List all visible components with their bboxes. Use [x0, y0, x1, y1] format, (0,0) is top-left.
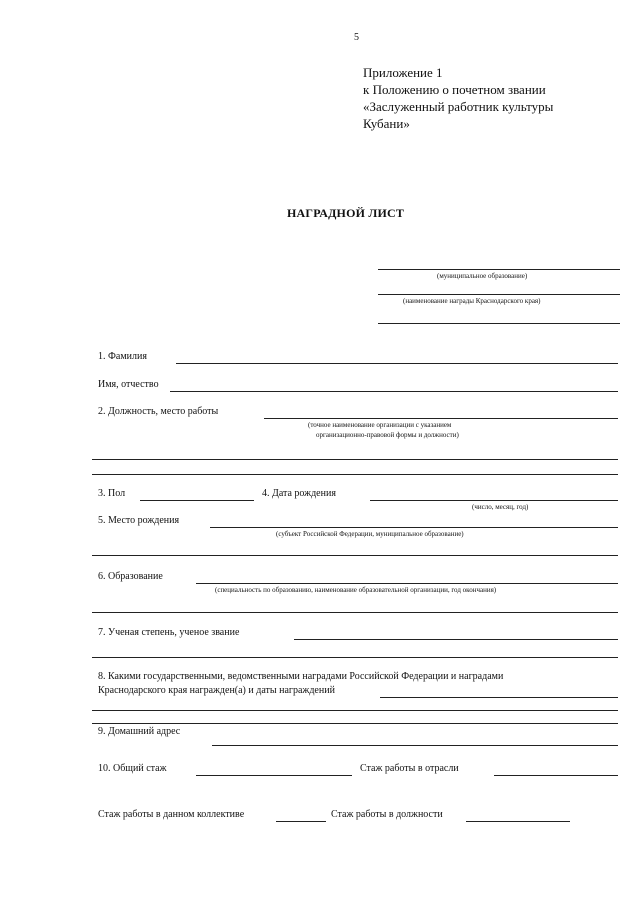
position-experience-line[interactable]: [466, 821, 570, 822]
birth-place-line[interactable]: [210, 527, 618, 528]
education-label: 6. Образование: [98, 571, 163, 582]
industry-experience-line[interactable]: [494, 775, 618, 776]
document-title: НАГРАДНОЙ ЛИСТ: [287, 206, 405, 220]
education-hint: (специальность по образованию, наименование образовательной организации, год окончания): [215, 586, 497, 594]
awards-label-line-2: Краснодарского края награжден(а) и даты награждений: [98, 685, 335, 696]
birth-place-hint: (субъект Российской Федерации, муниципальное образование): [276, 530, 464, 538]
team-experience-line[interactable]: [276, 821, 326, 822]
birth-place-line-2[interactable]: [92, 555, 618, 556]
position-experience-label: Стаж работы в должности: [331, 809, 443, 820]
birth-date-hint: (число, месяц, год): [472, 503, 529, 511]
sex-label: 3. Пол: [98, 488, 126, 499]
municipality-caption: (муниципальное образование): [437, 272, 528, 280]
name-patronymic-line[interactable]: [170, 391, 618, 392]
position-line-2[interactable]: [92, 459, 618, 460]
total-experience-line[interactable]: [196, 775, 352, 776]
municipality-line[interactable]: [378, 269, 620, 270]
awards-line[interactable]: [380, 697, 618, 698]
industry-experience-label: Стаж работы в отрасли: [360, 763, 459, 774]
sex-line[interactable]: [140, 500, 254, 501]
degree-label: 7. Ученая степень, ученое звание: [98, 627, 240, 638]
address-line[interactable]: [212, 745, 618, 746]
appendix-line-2: к Положению о почетном звании: [363, 82, 546, 97]
appendix-line-1: Приложение 1: [363, 65, 443, 80]
awards-line-2[interactable]: [92, 710, 618, 711]
degree-line-2[interactable]: [92, 657, 618, 658]
awards-label-line-1: 8. Какими государственными, ведомственными наградами Российской Федерации и наградами: [98, 671, 504, 682]
address-label: 9. Домашний адрес: [98, 726, 181, 737]
appendix-line-3: «Заслуженный работник культуры: [363, 99, 554, 114]
team-experience-label: Стаж работы в данном коллективе: [98, 809, 245, 820]
page-number: 5: [354, 32, 359, 43]
surname-label: 1. Фамилия: [98, 351, 147, 362]
education-line[interactable]: [196, 583, 618, 584]
degree-line[interactable]: [294, 639, 618, 640]
position-label: 2. Должность, место работы: [98, 406, 219, 417]
surname-line[interactable]: [176, 363, 618, 364]
appendix-line-4: Кубани»: [363, 116, 410, 131]
award-name-line-2[interactable]: [378, 323, 620, 324]
total-experience-label: 10. Общий стаж: [98, 763, 167, 774]
position-line[interactable]: [264, 418, 618, 419]
position-hint-1: (точное наименование организации с указанием: [308, 421, 452, 429]
award-name-caption: (наименование награды Краснодарского края): [403, 297, 541, 305]
awards-line-3[interactable]: [92, 723, 618, 724]
position-line-3[interactable]: [92, 474, 618, 475]
birth-date-label: 4. Дата рождения: [262, 488, 336, 499]
birth-place-label: 5. Место рождения: [98, 515, 180, 526]
position-hint-2: организационно-правовой формы и должности): [316, 431, 459, 439]
birth-date-line[interactable]: [370, 500, 618, 501]
education-line-2[interactable]: [92, 612, 618, 613]
name-patronymic-label: Имя, отчество: [98, 379, 159, 390]
award-name-line[interactable]: [378, 294, 620, 295]
